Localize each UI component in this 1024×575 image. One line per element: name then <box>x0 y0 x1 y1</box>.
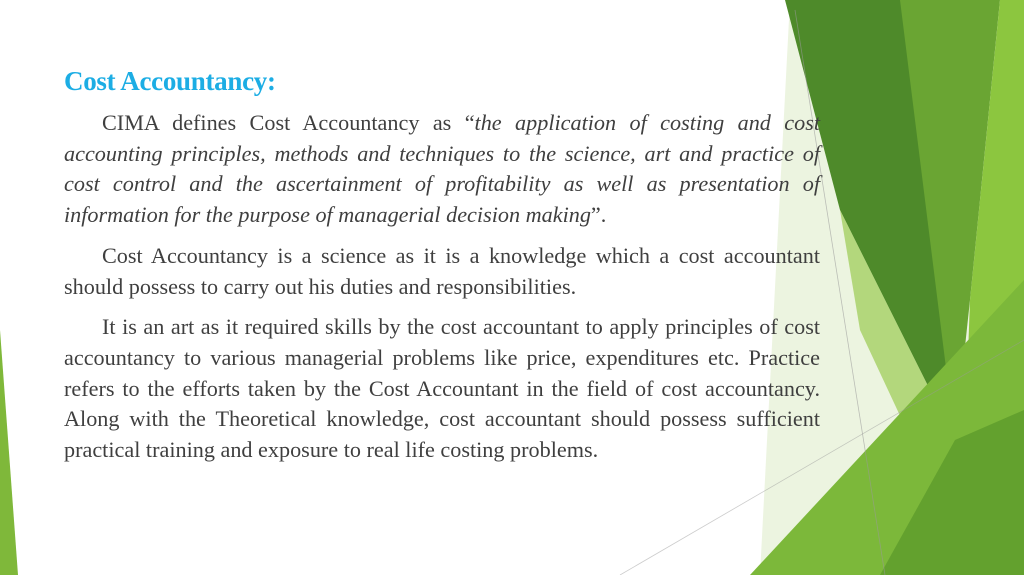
slide-heading: Cost Accountancy: <box>64 66 276 96</box>
definition-lead: CIMA defines Cost Accountancy as “ <box>102 110 475 135</box>
left-green-sliver <box>0 330 18 575</box>
slide-content <box>64 62 820 476</box>
definition-quote: the application of costing and cost accounting principles, methods and techniques to the science, art and practice of cost control and the ascertainment of profitability as well as presentation of information for the purpose of managerial decision making <box>64 110 820 228</box>
science-paragraph: Cost Accountancy is a science as it is a knowledge which a cost accountant should possess to carry out his duties and responsibilities. <box>64 242 820 299</box>
definition-paragraph <box>64 108 820 231</box>
definition-tail: ”. <box>590 202 607 228</box>
art-paragraph: It is an art as it required skills by the cost accountant to apply principles of cost accountancy to various managerial problems like price, expenditures etc. Practice refers to the efforts taken by the Cost Accountant in the field of cost accountancy. Along with the Theoretical knowledge, cost accountant should possess sufficient practical training and exposure to real life costing problems. <box>64 314 820 463</box>
